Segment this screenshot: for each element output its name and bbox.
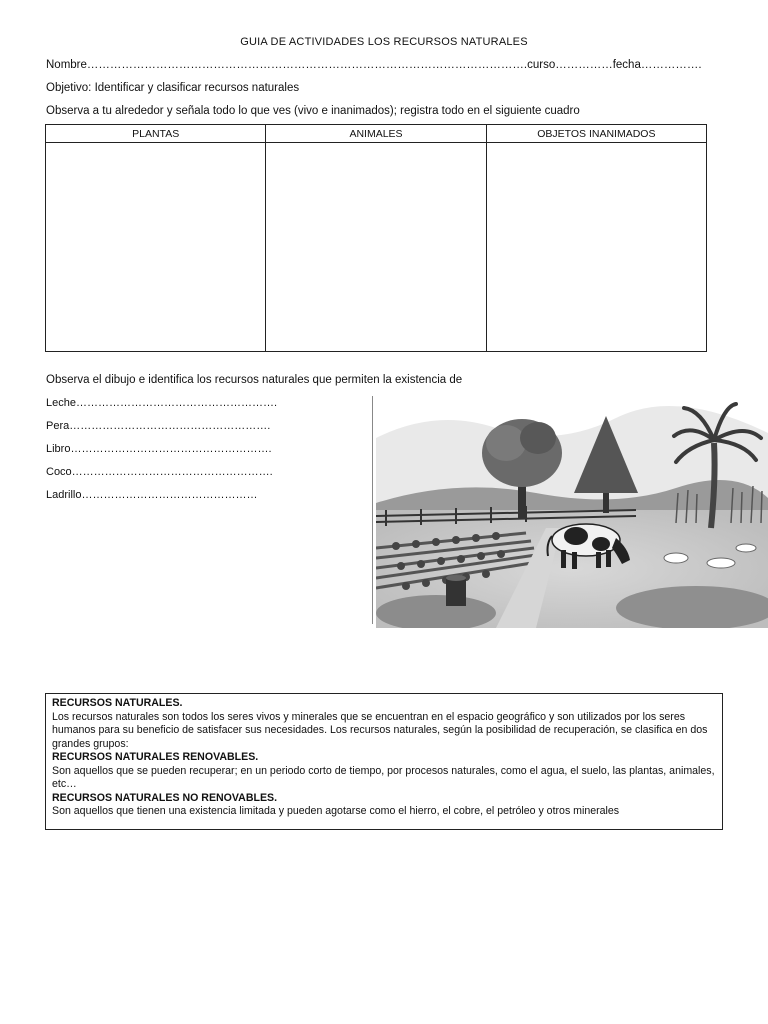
objects-answer-cell[interactable] bbox=[486, 143, 706, 352]
table-instruction: Observa a tu alrededor y señala todo lo que ves (vivo e inanimados); registra todo en el siguiente cuadro bbox=[46, 105, 580, 117]
nonrenewable-definition: Son aquellos que tienen una existencia limitada y pueden agotarse como el hierro, el cobre, el petróleo y otros minerales bbox=[52, 805, 620, 817]
answer-line-coconut[interactable]: Coco………………………………………………. bbox=[46, 466, 273, 478]
worksheet-title: GUIA DE ACTIVIDADES LOS RECURSOS NATURALES bbox=[240, 36, 528, 48]
column-header-plants: PLANTAS bbox=[46, 125, 266, 143]
plants-answer-cell[interactable] bbox=[46, 143, 266, 352]
info-box-title: RECURSOS NATURALES. bbox=[52, 697, 183, 709]
natural-resources-info-box bbox=[45, 693, 723, 830]
column-header-animals: ANIMALES bbox=[266, 125, 486, 143]
answer-line-milk[interactable]: Leche………………………………………………. bbox=[46, 397, 278, 409]
farm-scene-illustration bbox=[376, 398, 768, 628]
objective-text: Objetivo: Identificar y clasificar recursos naturales bbox=[46, 82, 300, 94]
drawing-prompt: Observa el dibujo e identifica los recursos naturales que permiten la existencia de bbox=[46, 374, 463, 386]
answer-line-pear[interactable]: Pera………………………………………………. bbox=[46, 420, 271, 432]
classification-table bbox=[45, 124, 707, 352]
nonrenewable-heading: RECURSOS NATURALES NO RENOVABLES. bbox=[52, 791, 278, 804]
animals-answer-cell[interactable] bbox=[266, 143, 486, 352]
answer-line-brick[interactable]: Ladrillo………………………………………… bbox=[46, 489, 258, 501]
answer-line-book[interactable]: Libro………………………………………………. bbox=[46, 443, 272, 455]
renewable-heading: RECURSOS NATURALES RENOVABLES. bbox=[52, 751, 259, 763]
info-box-intro: Los recursos naturales son todos los seres vivos y minerales que se encuentran en el espacio geográfico y son utilizados por los seres humanos para su beneficio de satisfacer sus necesidades. Los recursos naturales, según la posibilidad de recuperación, se clasifica en dos grandes grupos: bbox=[52, 710, 708, 750]
name-course-date-line: Nombre…………………………………………………………………………………………………….curso……………fecha……………. bbox=[46, 59, 702, 71]
illustration-divider bbox=[372, 396, 373, 624]
renewable-definition: Son aquellos que se pueden recuperar; en un periodo corto de tiempo, por procesos naturales, como el agua, el suelo, las plantas, animales, etc… bbox=[52, 764, 715, 790]
column-header-inanimate-objects: OBJETOS INANIMADOS bbox=[486, 125, 706, 143]
